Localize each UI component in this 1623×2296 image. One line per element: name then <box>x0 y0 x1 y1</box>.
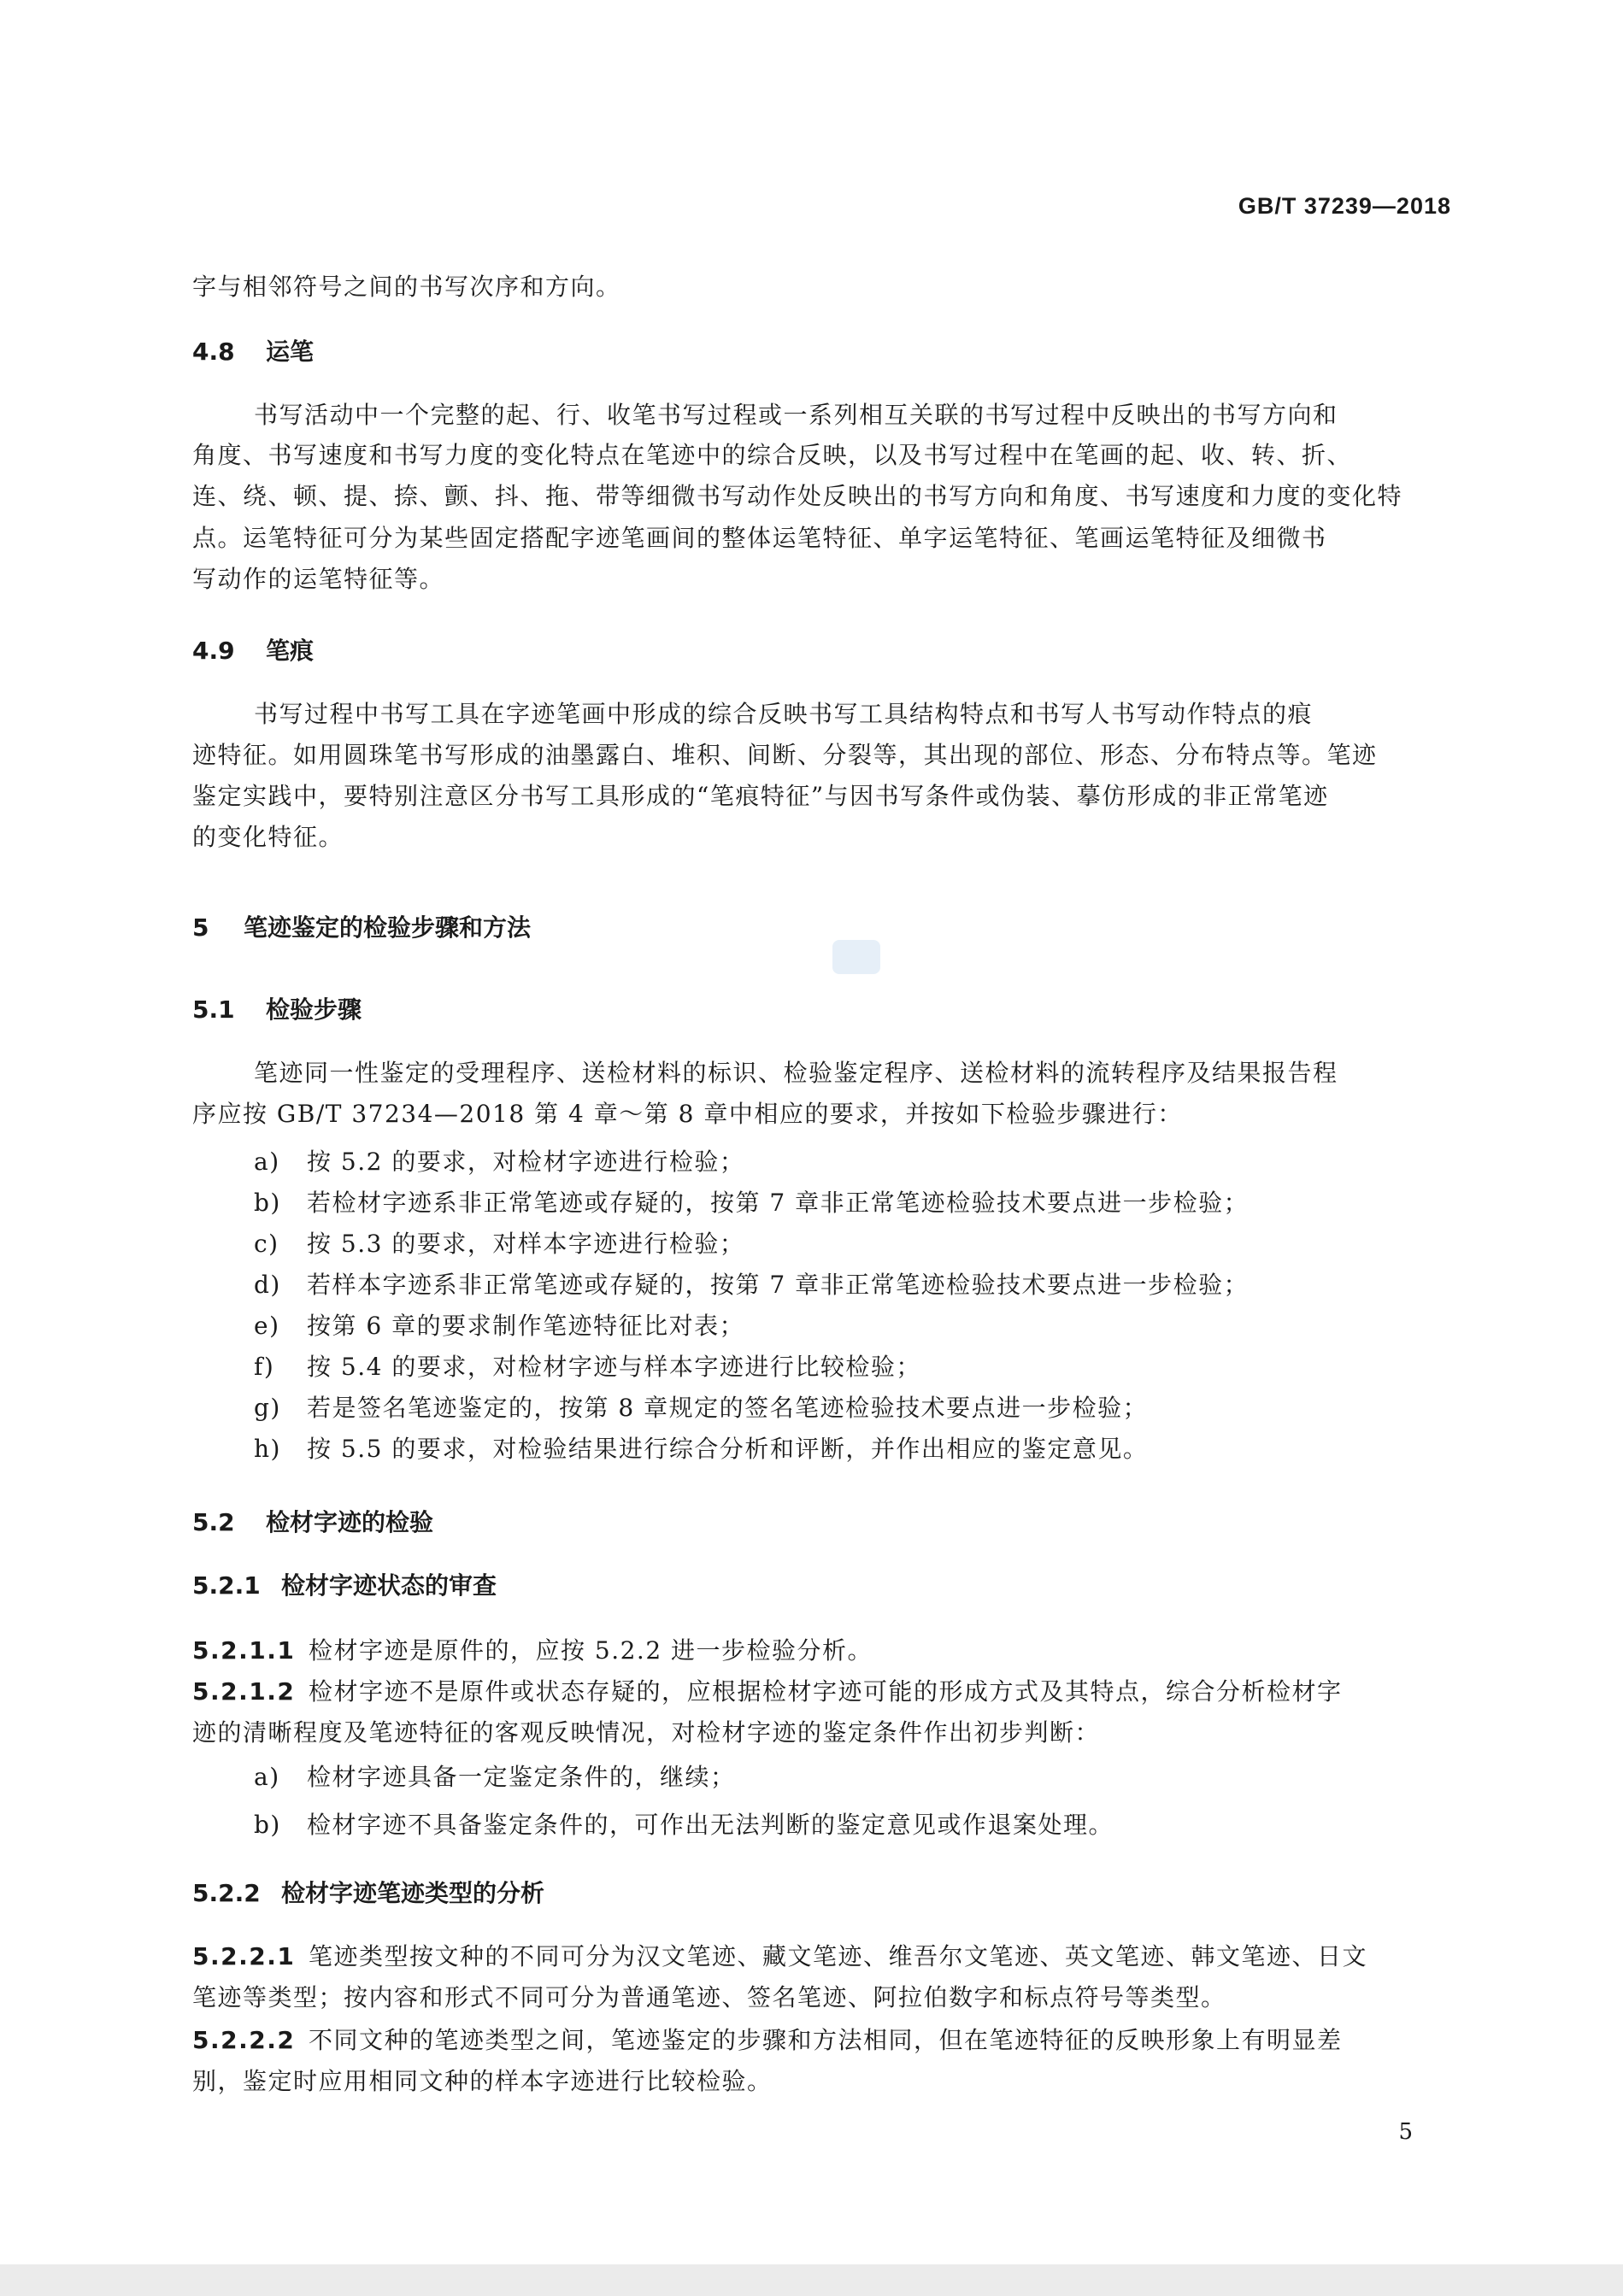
section-heading-4-9 <box>192 636 314 666</box>
list-item-text: 检材字迹不具备鉴定条件的，可作出无法判断的鉴定意见或作退案处理。 <box>307 1811 1114 1839</box>
list-item-text: 按 5.4 的要求，对检材字迹与样本字迹进行比较检验； <box>307 1353 921 1381</box>
list-item-label: c) <box>254 1230 279 1258</box>
section-number: 5.2.1 <box>192 1571 261 1600</box>
section-number: 5.2 <box>192 1508 235 1536</box>
list-item <box>254 1393 1148 1424</box>
paragraph-line: 角度、书写速度和书写力度的变化特点在笔迹中的综合反映，以及书写过程中在笔画的起、收、转、折、 <box>192 441 1353 469</box>
clause-text: 笔迹类型按文种的不同可分为汉文笔迹、藏文笔迹、维吾尔文笔迹、英文笔迹、韩文笔迹、日文 <box>309 1942 1368 1970</box>
list-item-text: 按 5.2 的要求，对检材字迹进行检验； <box>307 1148 745 1176</box>
list-item-text: 若检材字迹系非正常笔迹或存疑的，按第 7 章非正常笔迹检验技术要点进一步检验； <box>307 1189 1250 1217</box>
list-item-label: g) <box>254 1394 281 1422</box>
list-item <box>254 1188 1249 1218</box>
section-heading-5-2-1 <box>192 1571 497 1601</box>
paragraph-line: 迹特征。如用圆珠笔书写形成的油墨露白、堆积、间断、分裂等，其出现的部位、形态、分布特点等。笔迹 <box>192 741 1378 769</box>
standard-number: GB/T 37239—2018 <box>1238 193 1451 219</box>
section-number: 5.1 <box>192 995 235 1024</box>
clause-number: 5.2.2.1 <box>192 1942 296 1970</box>
section-number: 4.9 <box>192 637 235 665</box>
paragraph-line: 书写过程中书写工具在字迹笔画中形成的综合反映书写工具结构特点和书写人书写动作特点的痕 <box>254 700 1314 728</box>
list-item <box>254 1147 744 1177</box>
section-heading-5-2 <box>192 1507 433 1538</box>
list-item-label: d) <box>254 1271 281 1299</box>
clause-5-2-1-2 <box>192 1676 1343 1707</box>
list-item-label: e) <box>254 1312 280 1340</box>
clause-text: 检材字迹不是原件或状态存疑的，应根据检材字迹可能的形成方式及其特点，综合分析检材字 <box>309 1677 1343 1706</box>
paragraph-line: 写动作的运笔特征等。 <box>192 565 445 593</box>
section-title: 检验步骤 <box>266 995 362 1024</box>
chapter-number: 5 <box>192 913 209 942</box>
list-item-label: a) <box>254 1148 280 1176</box>
clause-text: 检材字迹是原件的，应按 5.2.2 进一步检验分析。 <box>309 1636 873 1665</box>
section-title: 检材字迹笔迹类型的分析 <box>281 1879 545 1907</box>
paragraph-line: 连、绕、顿、提、捺、颤、抖、拖、带等细微书写动作处反映出的书写方向和角度、书写速度和力度的变化特 <box>192 482 1403 510</box>
paragraph-line: 点。运笔特征可分为某些固定搭配字迹笔画间的整体运笔特征、单字运笔特征、笔画运笔特征及细微书 <box>192 524 1327 552</box>
watermark-logo <box>832 940 880 974</box>
list-item <box>254 1762 736 1793</box>
paragraph-line: 字与相邻符号之间的书写次序和方向。 <box>192 273 621 301</box>
list-item <box>254 1270 1249 1301</box>
list-item-label: b) <box>254 1189 281 1217</box>
page-number: 5 <box>1398 2119 1413 2145</box>
paragraph-line: 的变化特征。 <box>192 823 344 851</box>
paragraph-line: 序应按 GB/T 37234—2018 第 4 章～第 8 章中相应的要求，并按如下检验步骤进行： <box>192 1100 1183 1128</box>
clause-5-2-1-1 <box>192 1635 873 1666</box>
list-item-text: 按 5.3 的要求，对样本字迹进行检验； <box>307 1230 745 1258</box>
section-title: 检材字迹的检验 <box>266 1508 434 1536</box>
paragraph-line: 书写活动中一个完整的起、行、收笔书写过程或一系列相互关联的书写过程中反映出的书写方向和 <box>254 401 1338 429</box>
paragraph-line: 鉴定实践中，要特别注意区分书写工具形成的“笔痕特征”与因书写条件或伪装、摹仿形成的非正常笔迹 <box>192 782 1329 810</box>
clause-text: 不同文种的笔迹类型之间，笔迹鉴定的步骤和方法相同，但在笔迹特征的反映形象上有明显差 <box>309 2026 1343 2054</box>
list-item <box>254 1311 744 1342</box>
list-item-text: 按第 6 章的要求制作笔迹特征比对表； <box>307 1312 745 1340</box>
paragraph-line: 笔迹同一性鉴定的受理程序、送检材料的标识、检验鉴定程序、送检材料的流转程序及结果报告程 <box>254 1059 1338 1087</box>
section-title: 检材字迹状态的审查 <box>281 1571 497 1600</box>
paragraph-line: 别，鉴定时应用相同文种的样本字迹进行比较检验。 <box>192 2067 773 2095</box>
paragraph-line: 笔迹等类型；按内容和形式不同可分为普通笔迹、签名笔迹、阿拉伯数字和标点符号等类型。 <box>192 1983 1226 2011</box>
clause-5-2-2-1 <box>192 1941 1367 1972</box>
section-number: 5.2.2 <box>192 1879 261 1907</box>
section-heading-4-8 <box>192 337 314 367</box>
clause-5-2-2-2 <box>192 2025 1343 2056</box>
section-heading-5-2-2 <box>192 1878 544 1909</box>
list-item-label: a) <box>254 1763 280 1791</box>
list-item <box>254 1434 1148 1465</box>
section-heading-5-1 <box>192 995 362 1025</box>
list-item-text: 检材字迹具备一定鉴定条件的，继续； <box>307 1763 736 1791</box>
list-item <box>254 1352 921 1383</box>
list-item-label: h) <box>254 1435 281 1463</box>
list-item <box>254 1229 744 1260</box>
list-item-text: 若是签名笔迹鉴定的，按第 8 章规定的签名笔迹检验技术要点进一步检验； <box>307 1394 1149 1422</box>
section-title: 运笔 <box>266 338 315 366</box>
list-item <box>254 1810 1114 1841</box>
list-item-text: 若样本字迹系非正常笔迹或存疑的，按第 7 章非正常笔迹检验技术要点进一步检验； <box>307 1271 1250 1299</box>
clause-number: 5.2.1.1 <box>192 1636 296 1665</box>
list-item-label: b) <box>254 1811 281 1839</box>
paragraph-line: 迹的清晰程度及笔迹特征的客观反映情况，对检材字迹的鉴定条件作出初步判断： <box>192 1718 1101 1747</box>
section-title: 笔痕 <box>266 637 315 665</box>
section-number: 4.8 <box>192 338 235 366</box>
clause-number: 5.2.1.2 <box>192 1677 296 1706</box>
list-item-label: f) <box>254 1353 275 1381</box>
chapter-title: 笔迹鉴定的检验步骤和方法 <box>244 913 532 942</box>
chapter-heading-5 <box>192 913 531 943</box>
list-item-text: 按 5.5 的要求，对检验结果进行综合分析和评断，并作出相应的鉴定意见。 <box>307 1435 1149 1463</box>
clause-number: 5.2.2.2 <box>192 2026 296 2054</box>
